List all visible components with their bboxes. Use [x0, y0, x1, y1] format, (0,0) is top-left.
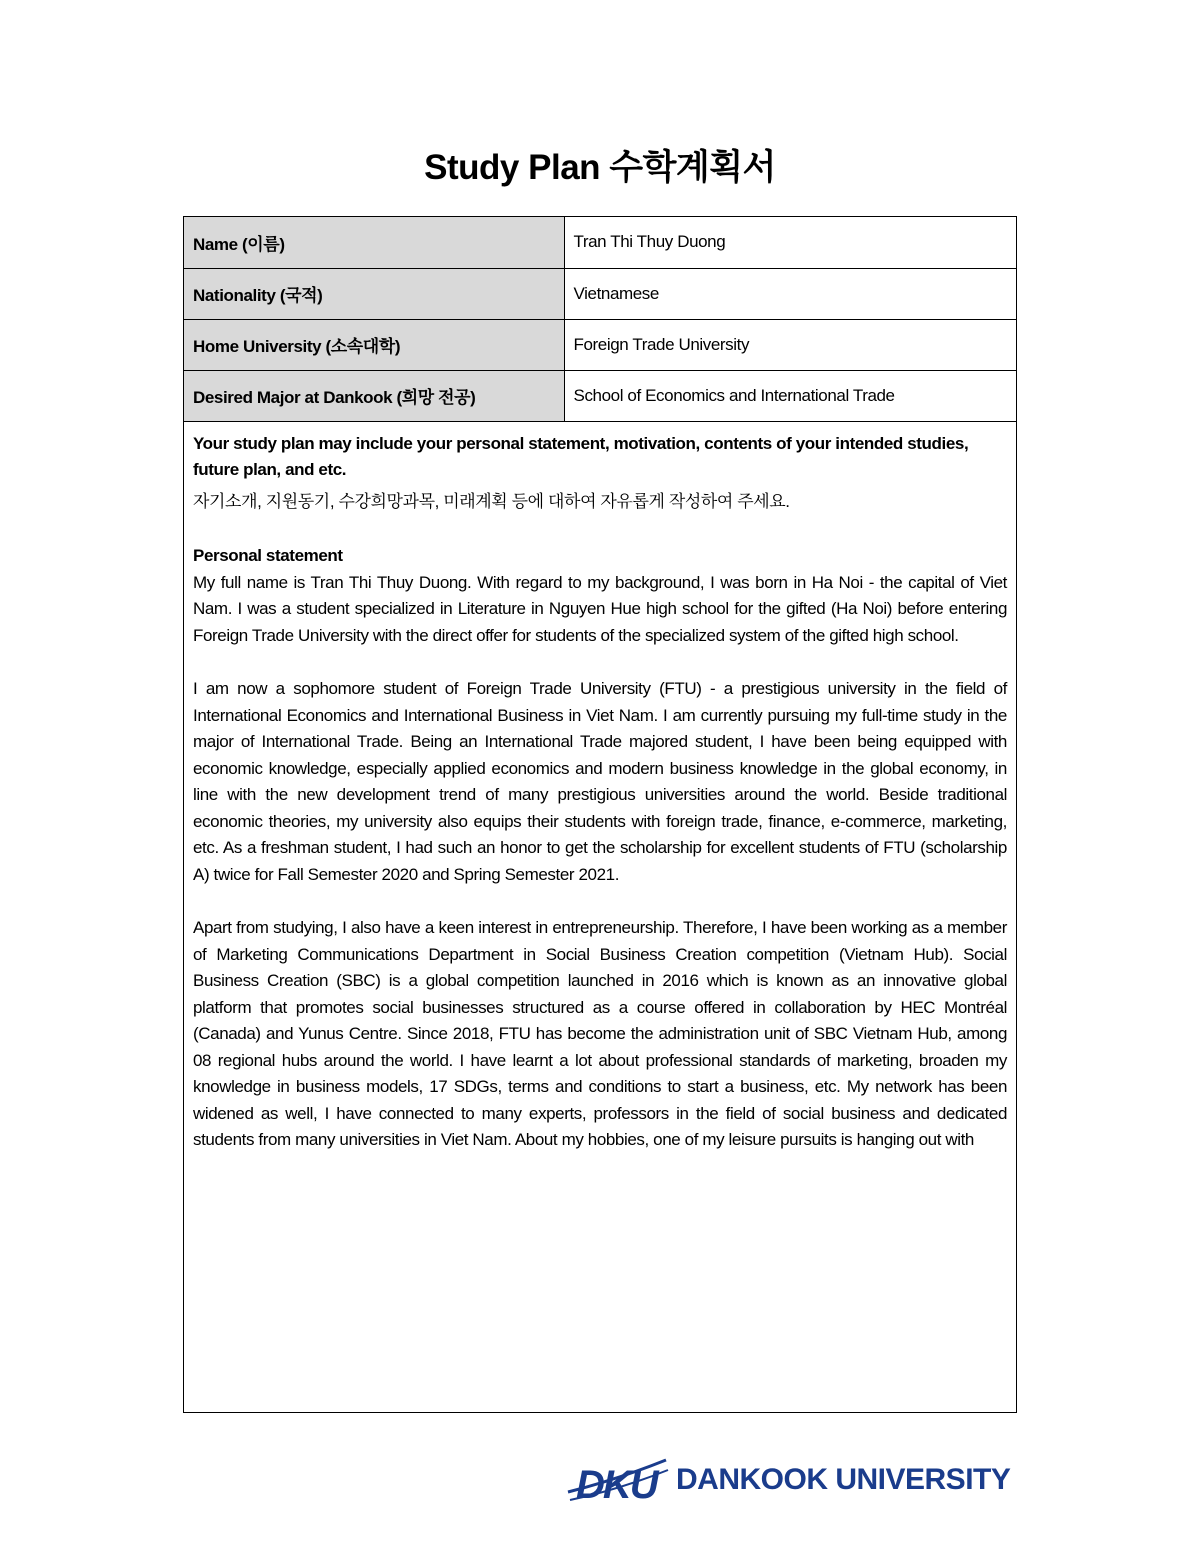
study-plan-body — [184, 422, 1016, 1154]
statement-paragraph: I am now a sophomore student of Foreign Trade University (FTU) - a prestigious university in the field of International Economics and International Business in Viet Nam. I am currently pursuing my full-time study in the major of International Trade. Being an International Trade majored student, I have been being equipped with economic knowledge, especially applied economics and modern business knowledge in the global economy, in line with the new development trend of many prestigious universities around the world. Beside traditional economic theories, my university also equips their students with foreign trade, finance, e-commerce, marketing, etc. As a freshman student, I had such an honor to get the scholarship for excellent students of FTU (scholarship A) twice for Fall Semester 2020 and Spring Semester 2021. — [193, 679, 1007, 884]
statement-paragraph: My full name is Tran Thi Thuy Duong. With regard to my background, I was born in Ha Noi - the capital of Viet Nam. I was a student specialized in Literature in Nguyen Hue high school for the gifted (Ha Noi) before entering Foreign Trade University with the direct offer for students of the specialized system of the gifted high school. — [193, 572, 1007, 645]
statement-heading: Personal statement — [193, 546, 343, 565]
study-plan-form — [183, 216, 1017, 1413]
dku-mark-text: DKU — [576, 1463, 657, 1507]
info-row-nationality — [184, 268, 1016, 319]
home-university-value: Foreign Trade University — [564, 319, 1016, 370]
nationality-value: Vietnamese — [564, 268, 1016, 319]
university-name: DANKOOK UNIVERSITY — [676, 1463, 1011, 1496]
desired-major-value: School of Economics and International Trade — [564, 370, 1016, 421]
info-row-name — [184, 217, 1016, 268]
nationality-label: Nationality (국적) — [184, 268, 564, 319]
applicant-info-table — [184, 217, 1016, 422]
dku-logo-icon — [566, 1452, 670, 1510]
instructions-korean: 자기소개, 지원동기, 수강희망과목, 미래계획 등에 대하여 자유롭게 작성하여 주세요. — [193, 491, 790, 511]
dankook-university-logo — [566, 1452, 1016, 1510]
statement-paragraph: Apart from studying, I also have a keen interest in entrepreneurship. Therefore, I have been working as a member of Marketing Communications Department in Social Business Creation competition (Vietnam Hub). Social Business Creation (SBC) is a global competition launched in 2016 which is known as an innovative global platform that promotes social businesses structured as a course offered in collaboration by HEC Montréal (Canada) and Yunus Centre. Since 2018, FTU has become the administration unit of SBC Vietnam Hub, among 08 regional hubs around the world. I have learnt a lot about professional standards of marketing, broaden my knowledge in business models, 17 SDGs, terms and conditions to start a business, etc. My network has been widened as well, I have connected to many experts, professors in the field of social business and dedicated students from many universities in Viet Nam. About my hobbies, one of my leisure pursuits is hanging out with — [193, 918, 1007, 1149]
page-title: Study Plan 수학계획서 — [424, 148, 776, 187]
instructions-english: Your study plan may include your personal statement, motivation, contents of your intended studies, future plan, and etc. — [193, 433, 969, 479]
info-row-desired-major — [184, 370, 1016, 421]
desired-major-label: Desired Major at Dankook (희망 전공) — [184, 370, 564, 421]
info-row-home-university — [184, 319, 1016, 370]
name-label: Name (이름) — [184, 217, 564, 268]
name-value: Tran Thi Thuy Duong — [564, 217, 1016, 268]
home-university-label: Home University (소속대학) — [184, 319, 564, 370]
